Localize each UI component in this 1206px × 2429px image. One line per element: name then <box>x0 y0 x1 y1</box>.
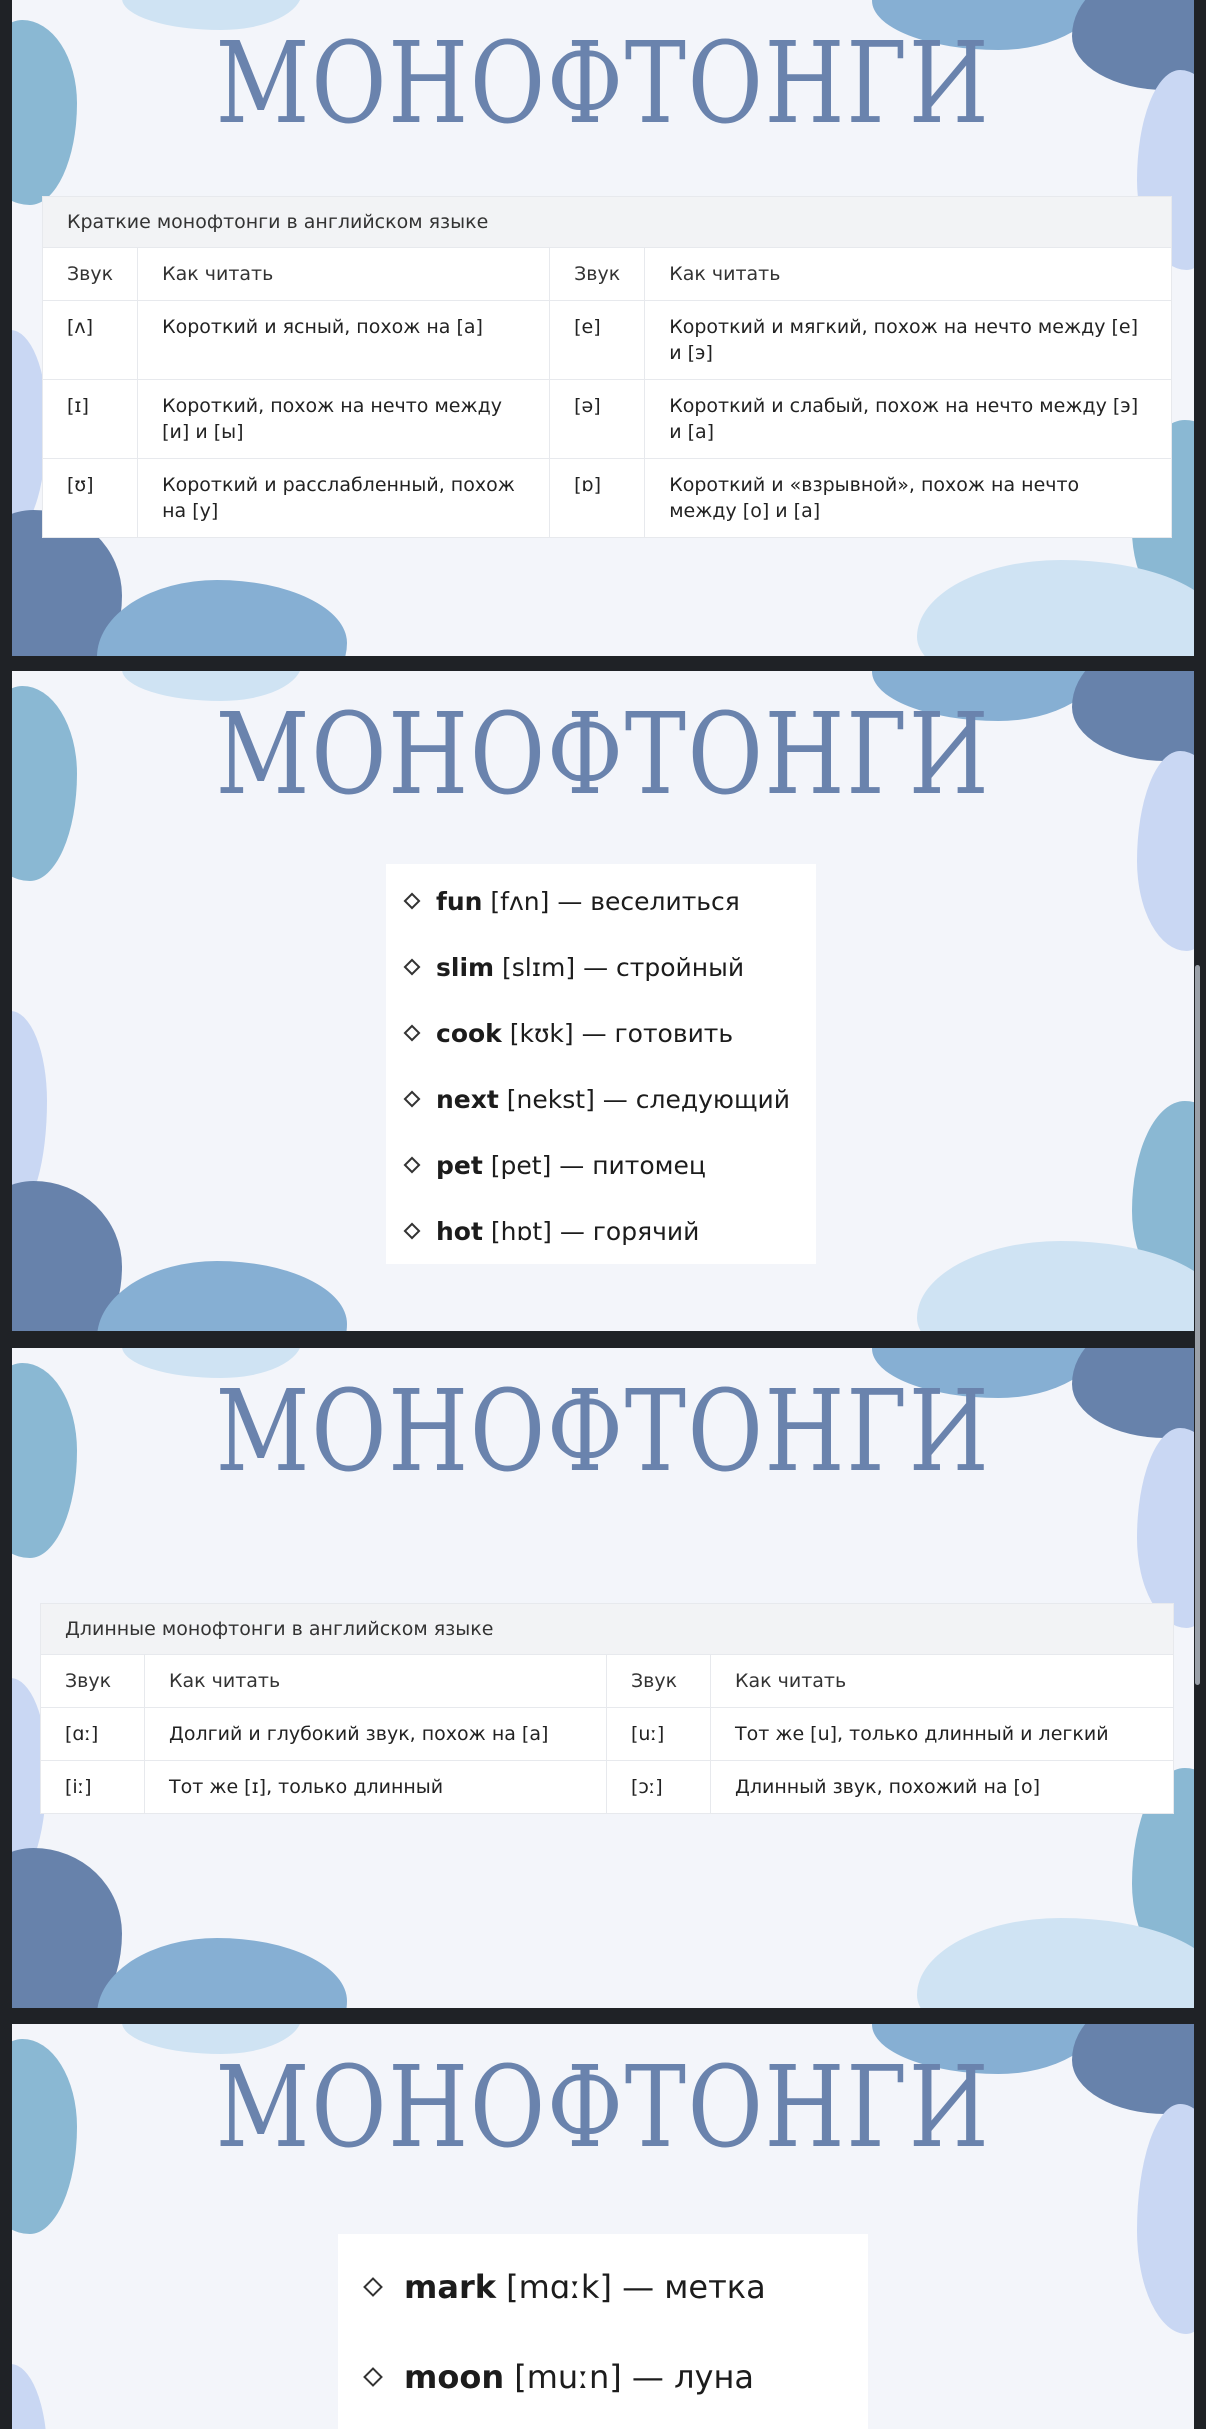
example-transcription: [mɑːk] — метка <box>496 2268 766 2306</box>
table-row <box>41 1761 1174 1814</box>
column-header: Звук <box>607 1655 711 1708</box>
list-item <box>386 1000 816 1066</box>
diamond-bullet-icon <box>404 1091 421 1108</box>
example-transcription: [muːn] — луна <box>504 2358 755 2396</box>
description-cell: Долгий и глубокий звук, похож на [а] <box>145 1708 607 1761</box>
description-cell: Короткий и «взрывной», похож на нечто между [о] и [а] <box>645 459 1172 538</box>
short-monophthongs-table <box>42 196 1172 538</box>
example-word: fun <box>436 886 483 916</box>
column-header: Звук <box>550 248 645 301</box>
diamond-bullet-icon <box>363 2367 383 2387</box>
example-transcription: [nekst] — следующий <box>498 1084 790 1114</box>
example-transcription: [hɒt] — горячий <box>482 1216 700 1246</box>
table-row <box>43 380 1172 459</box>
list-item <box>386 1066 816 1132</box>
diamond-bullet-icon <box>404 1025 421 1042</box>
table-header-row <box>43 248 1172 301</box>
column-header: Как читать <box>138 248 550 301</box>
description-cell: Тот же [u], только длинный и легкий <box>711 1708 1174 1761</box>
description-cell: Короткий, похож на нечто между [и] и [ы] <box>138 380 550 459</box>
page-scrollbar[interactable] <box>1195 965 1200 1685</box>
table-row <box>41 1708 1174 1761</box>
decor-blob <box>12 2364 47 2429</box>
list-item <box>386 1132 816 1198</box>
sound-cell: [ɒ] <box>550 459 645 538</box>
example-word: next <box>436 1084 499 1114</box>
decor-blob <box>917 560 1194 656</box>
table-header-row <box>41 1655 1174 1708</box>
slide-short-monophthongs-examples <box>12 671 1194 1331</box>
examples-list <box>338 2234 868 2429</box>
sound-cell: [ʌ] <box>43 301 138 380</box>
slide-title: МОНОФТОНГИ <box>215 2043 991 2173</box>
diamond-bullet-icon <box>404 1157 421 1174</box>
example-transcription: [fʌn] — веселиться <box>482 886 740 916</box>
slide-title: МОНОФТОНГИ <box>215 1367 991 1497</box>
diamond-bullet-icon <box>404 893 421 910</box>
example-word: hot <box>436 1216 483 1246</box>
long-monophthongs-table <box>40 1603 1174 1814</box>
slide-title: МОНОФТОНГИ <box>215 690 991 820</box>
decor-blob <box>1137 1428 1194 1628</box>
sound-cell: [ʊ] <box>43 459 138 538</box>
list-item <box>338 2242 868 2332</box>
sound-cell: [ɔː] <box>607 1761 711 1814</box>
example-word: moon <box>404 2358 505 2396</box>
description-cell: Короткий и мягкий, похож на нечто между [е] и [э] <box>645 301 1172 380</box>
slide-short-monophthongs-table <box>12 0 1194 656</box>
table-row <box>43 459 1172 538</box>
decor-blob <box>97 580 347 656</box>
list-item <box>386 934 816 1000</box>
decor-blob <box>97 1261 347 1331</box>
description-cell: Короткий и расслабленный, похож на [у] <box>138 459 550 538</box>
decor-blob <box>12 2039 77 2234</box>
diamond-bullet-icon <box>404 959 421 976</box>
column-header: Звук <box>43 248 138 301</box>
table-row <box>43 301 1172 380</box>
column-header: Как читать <box>645 248 1172 301</box>
example-word: slim <box>436 952 495 982</box>
slide-long-monophthongs-examples <box>12 2024 1194 2429</box>
decor-blob <box>1072 671 1194 761</box>
list-item <box>386 868 816 934</box>
list-item <box>338 2332 868 2422</box>
sound-cell: [ɪ] <box>43 380 138 459</box>
description-cell: Длинный звук, похожий на [о] <box>711 1761 1174 1814</box>
example-word: pet <box>436 1150 483 1180</box>
table-caption: Длинные монофтонги в английском языке <box>40 1603 1174 1654</box>
slide-title: МОНОФТОНГИ <box>215 19 991 149</box>
example-transcription: [slɪm] — стройный <box>494 952 745 982</box>
diamond-bullet-icon <box>363 2277 383 2297</box>
examples-list <box>386 864 816 1264</box>
decor-blob <box>1072 2024 1194 2114</box>
example-transcription: [pet] — питомец <box>482 1150 706 1180</box>
decor-blob <box>12 1363 77 1558</box>
column-header: Как читать <box>145 1655 607 1708</box>
slide-long-monophthongs-table <box>12 1348 1194 2008</box>
decor-blob <box>1137 751 1194 951</box>
decor-blob <box>1072 1348 1194 1438</box>
sound-cell: [iː] <box>41 1761 145 1814</box>
list-item <box>386 1198 816 1264</box>
decor-blob <box>12 20 77 205</box>
decor-blob <box>12 686 77 881</box>
example-transcription: [kʊk] — готовить <box>501 1018 734 1048</box>
sound-cell: [ɑː] <box>41 1708 145 1761</box>
decor-blob <box>917 1918 1194 2008</box>
decor-blob <box>1137 2104 1194 2334</box>
decor-blob <box>917 1241 1194 1331</box>
sound-cell: [e] <box>550 301 645 380</box>
sound-cell: [uː] <box>607 1708 711 1761</box>
column-header: Как читать <box>711 1655 1174 1708</box>
sound-cell: [ə] <box>550 380 645 459</box>
column-header: Звук <box>41 1655 145 1708</box>
description-cell: Короткий и слабый, похож на нечто между [э] и [а] <box>645 380 1172 459</box>
decor-blob <box>97 1938 347 2008</box>
table-caption: Краткие монофтонги в английском языке <box>42 196 1172 247</box>
example-word: mark <box>404 2268 496 2306</box>
description-cell: Тот же [ɪ], только длинный <box>145 1761 607 1814</box>
diamond-bullet-icon <box>404 1223 421 1240</box>
example-word: cook <box>436 1018 502 1048</box>
description-cell: Короткий и ясный, похож на [а] <box>138 301 550 380</box>
